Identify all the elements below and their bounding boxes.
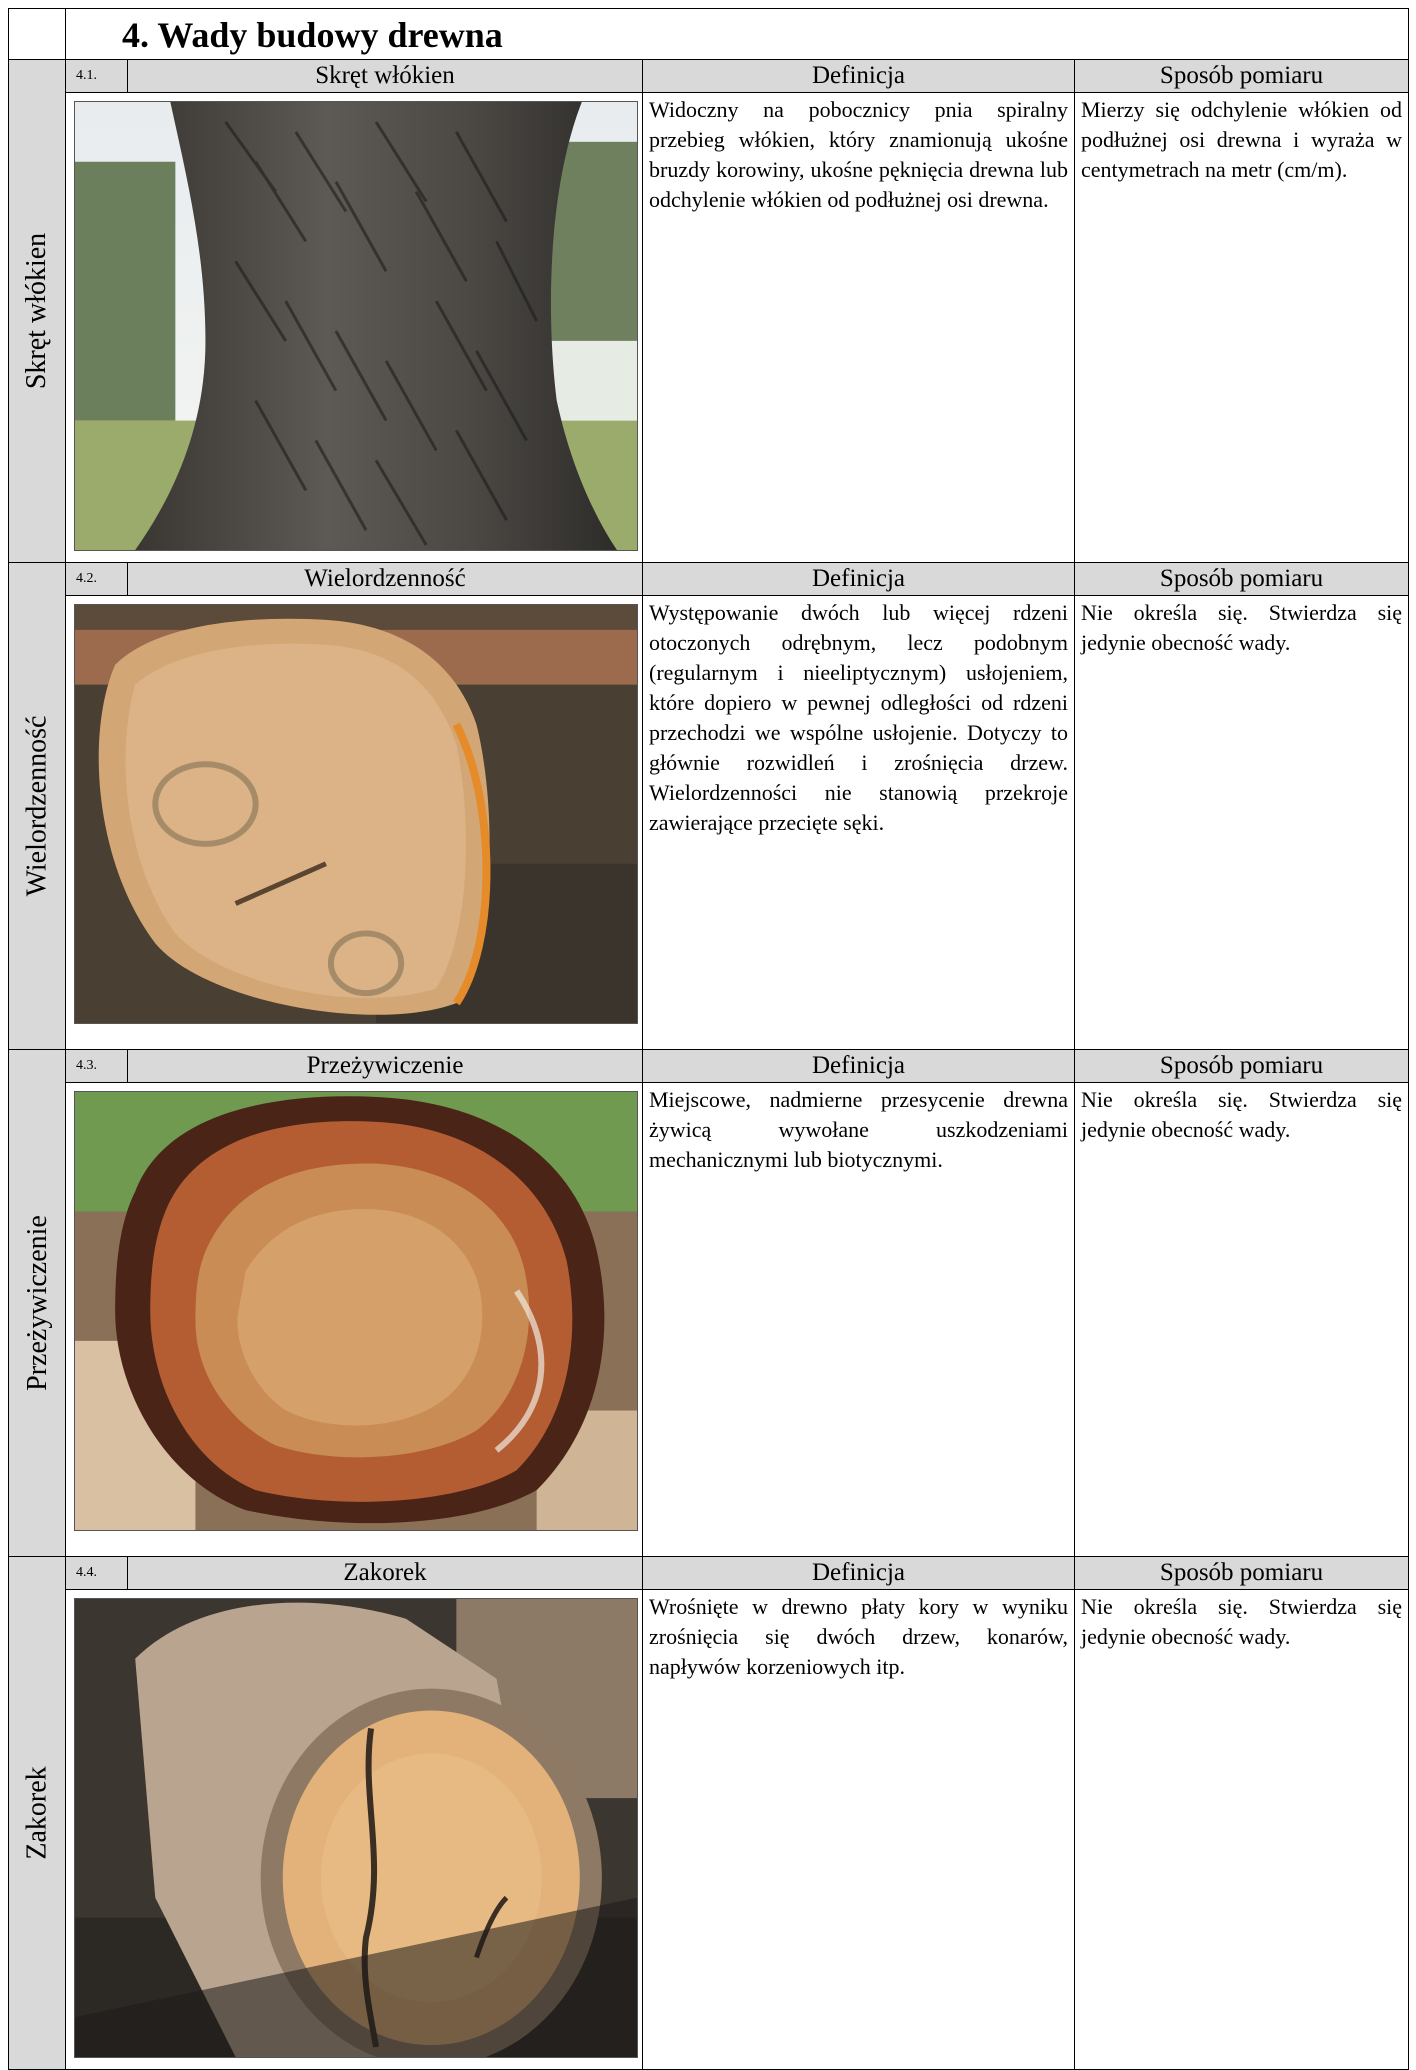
defect-image-cell bbox=[66, 1083, 643, 1557]
definition-header: Definicja bbox=[643, 60, 1075, 93]
measurement-header: Sposób pomiaru bbox=[1075, 563, 1409, 596]
resin-log-photo bbox=[74, 1091, 638, 1531]
definition-text: Widoczny na pobocznicy pnia spiralny przebieg włókien, który znamionują ukośne bruzdy korowiny, ukośne pęknięcia drewna lub odchylenie włókien od podłużnej osi drewna. bbox=[643, 93, 1075, 563]
side-label: Wielordzenność bbox=[21, 715, 53, 897]
section-title-text: 4. Wady budowy drewna bbox=[122, 15, 503, 55]
defect-name: Wielordzenność bbox=[128, 563, 643, 596]
side-label-cell bbox=[9, 60, 66, 563]
side-label-cell bbox=[9, 1050, 66, 1557]
defect-image-cell bbox=[66, 93, 643, 563]
tree-trunk-photo bbox=[74, 101, 638, 551]
side-label-cell bbox=[9, 1557, 66, 2070]
defects-table bbox=[8, 8, 1409, 2070]
measurement-header: Sposób pomiaru bbox=[1075, 1050, 1409, 1083]
side-label: Skręt włókien bbox=[21, 232, 53, 390]
measurement-text: Nie określa się. Stwierdza się jedynie obecność wady. bbox=[1075, 1590, 1409, 2070]
defect-image-cell bbox=[66, 1590, 643, 2070]
measurement-text: Mierzy się odchylenie włókien od podłużnej osi drewna i wyraża w centymetrach na metr (cm/m). bbox=[1075, 93, 1409, 563]
measurement-text: Nie określa się. Stwierdza się jedynie obecność wady. bbox=[1075, 596, 1409, 1050]
definition-header: Definicja bbox=[643, 563, 1075, 596]
section-title bbox=[66, 9, 1409, 60]
definition-text: Występowanie dwóch lub więcej rdzeni otoczonych odrębnym, lecz podobnym (regularnym i nieeliptycznym) usłojeniem, które dopiero w pewnej odległości od rdzeni przechodzi we wspólne usłojenie. Dotyczy to głównie rozwidleń i zrośnięcia drzew. Wielordzenności nie stanowią przekroje zawierające przecięte sęki. bbox=[643, 596, 1075, 1050]
log-cross-section-photo bbox=[74, 604, 638, 1024]
side-label: Zakorek bbox=[21, 1766, 53, 1860]
defect-name: Skręt włókien bbox=[128, 60, 643, 93]
definition-text: Wrośnięte w drewno płaty kory w wyniku zrośnięcia się dwóch drzew, konarów, napływów korzeniowych itp. bbox=[643, 1590, 1075, 2070]
measurement-text: Nie określa się. Stwierdza się jedynie obecność wady. bbox=[1075, 1083, 1409, 1557]
defect-name: Przeżywiczenie bbox=[128, 1050, 643, 1083]
document-page bbox=[8, 8, 1408, 2063]
defect-number: 4.3. bbox=[66, 1050, 128, 1083]
defect-image-cell bbox=[66, 596, 643, 1050]
measurement-header: Sposób pomiaru bbox=[1075, 60, 1409, 93]
defect-number: 4.2. bbox=[66, 563, 128, 596]
measurement-header: Sposób pomiaru bbox=[1075, 1557, 1409, 1590]
definition-header: Definicja bbox=[643, 1050, 1075, 1083]
definition-header: Definicja bbox=[643, 1557, 1075, 1590]
bark-inclusion-photo bbox=[74, 1598, 638, 2058]
defect-number: 4.1. bbox=[66, 60, 128, 93]
side-label: Przeżywiczenie bbox=[21, 1215, 53, 1391]
definition-text: Miejscowe, nadmierne przesycenie drewna żywicą wywołane uszkodzeniami mechanicznymi lub biotycznymi. bbox=[643, 1083, 1075, 1557]
title-corner-cell bbox=[9, 9, 66, 60]
defect-name: Zakorek bbox=[128, 1557, 643, 1590]
defect-number: 4.4. bbox=[66, 1557, 128, 1590]
side-label-cell bbox=[9, 563, 66, 1050]
